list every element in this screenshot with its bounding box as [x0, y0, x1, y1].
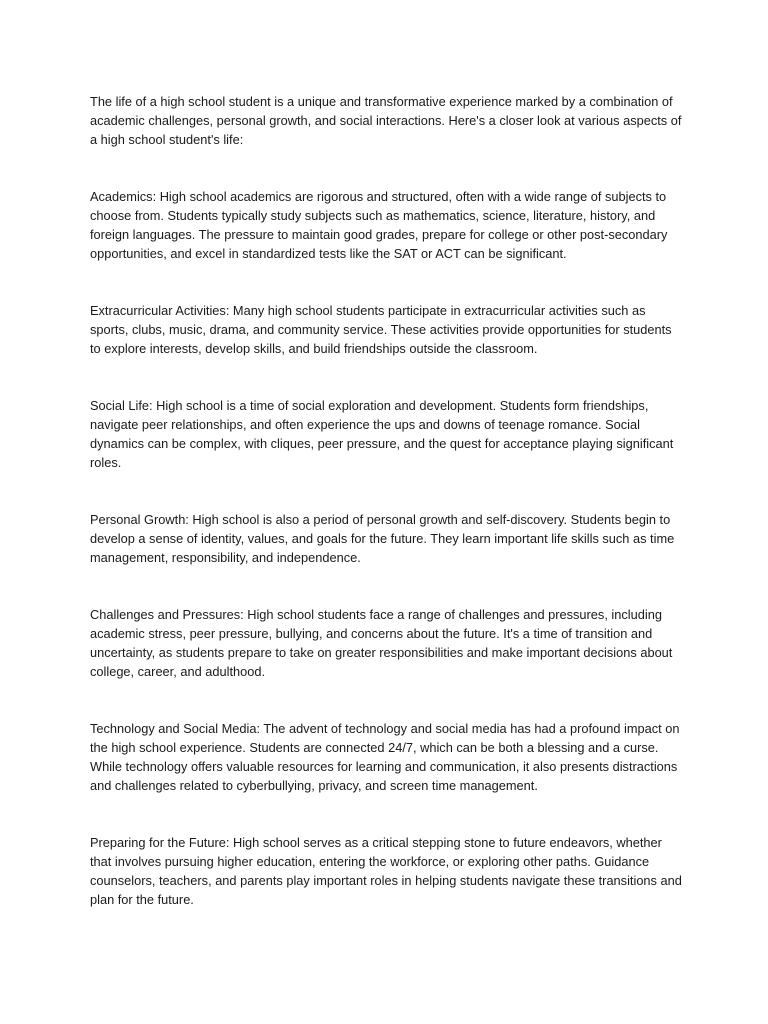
paragraph-personal-growth: Personal Growth: High school is also a period of personal growth and self-discovery. Students begin to develop a sense of identity, values, and goals for the future. They learn important life skills such as time management, responsibility, and independence.: [90, 512, 675, 565]
paragraph-challenges: Challenges and Pressures: High school students face a range of challenges and pressures, including academic stress, peer pressure, bullying, and concerns about the future. It's a time of transition and uncertainty, as students prepare to take on greater responsibilities and make important decisions about college, career, and adulthood.: [90, 607, 673, 679]
paragraph-intro: The life of a high school student is a unique and transformative experience marked by a combination of academic challenges, personal growth, and social interactions. Here's a closer look at various aspects of a high school student's life:: [90, 94, 682, 147]
document-body: [90, 92, 682, 909]
paragraph-social-life: Social Life: High school is a time of social exploration and development. Students form friendships, navigate peer relationships, and often experience the ups and downs of teenage romance. Social dynamics can be complex, with cliques, peer pressure, and the quest for acceptance playing significant roles.: [90, 398, 674, 470]
paragraph-future: Preparing for the Future: High school serves as a critical stepping stone to future endeavors, whether that involves pursuing higher education, entering the workforce, or exploring other paths. Guidance counselors, teachers, and parents play important roles in helping students navigate these transitions and plan for the future.: [90, 835, 682, 907]
paragraph-technology: Technology and Social Media: The advent of technology and social media has had a profound impact on the high school experience. Students are connected 24/7, which can be both a blessing and a curse. While technology offers valuable resources for learning and communication, it also presents distractions and challenges related to cyberbullying, privacy, and screen time management.: [90, 721, 680, 793]
paragraph-academics: Academics: High school academics are rigorous and structured, often with a wide range of subjects to choose from. Students typically study subjects such as mathematics, science, literature, history, and foreign languages. The pressure to maintain good grades, prepare for college or other post-secondary opportunities, and excel in standardized tests like the SAT or ACT can be significant.: [90, 189, 668, 261]
paragraph-extracurricular: Extracurricular Activities: Many high school students participate in extracurricular activities such as sports, clubs, music, drama, and community service. These activities provide opportunities for students to explore interests, develop skills, and build friendships outside the classroom.: [90, 303, 672, 356]
